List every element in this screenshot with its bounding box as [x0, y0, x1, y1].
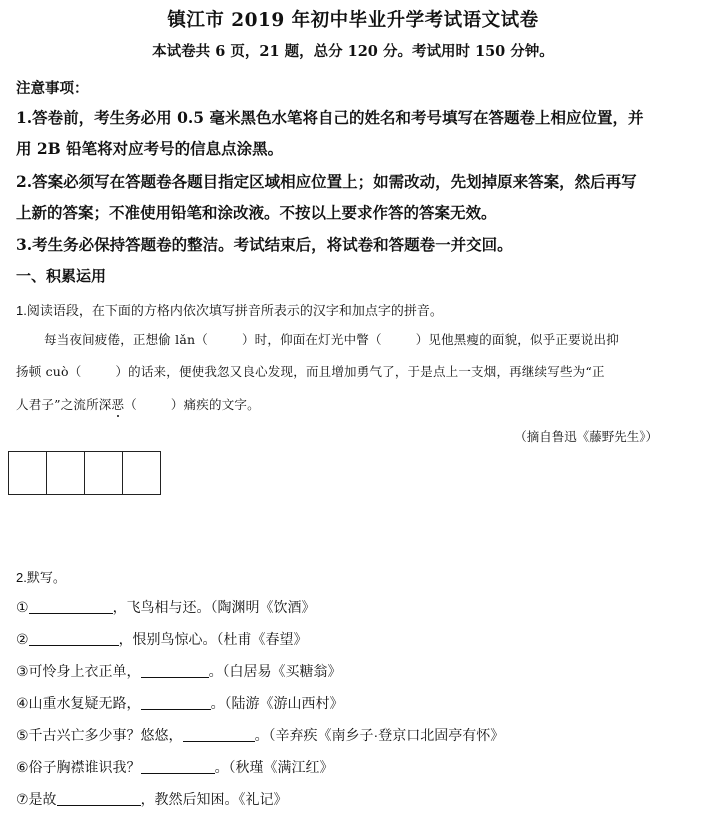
dictation-line-6 — [16, 757, 334, 777]
line-text: ⑤千古兴亡多少事？悠悠， — [16, 727, 183, 743]
passage-text: 人君子”之流所深 — [16, 397, 112, 412]
fill-blank[interactable] — [29, 598, 113, 614]
dictation-line-5 — [16, 725, 504, 745]
answer-cell[interactable] — [85, 452, 123, 494]
notice-item-1-line-1: 1.答卷前，考生务必用 0.5 毫米黑色水笔将自己的姓名和考号填写在答题卷上相应位置，并 — [16, 108, 644, 127]
dictation-line-1 — [16, 597, 316, 617]
dictation-line-3 — [16, 661, 342, 681]
exam-title: 镇江市 2019 年初中毕业升学考试语文试卷 — [167, 10, 539, 31]
line-text: 。（秋瑾《满江红》 — [214, 759, 334, 775]
passage-line-3 — [16, 395, 672, 413]
passage-text: 扬顿 cuò（ — [16, 364, 82, 379]
answer-cell[interactable] — [9, 452, 47, 494]
line-text: ④山重水复疑无路， — [16, 695, 141, 711]
notice-item-2-line-2: 上新的答案；不准使用铅笔和涂改液。不按以上要求作答的答案无效。 — [16, 203, 497, 222]
dotted-character: 恶 — [111, 397, 125, 412]
section-heading: 一、积累运用 — [16, 267, 107, 285]
line-text: ，教然后知困。《礼记》 — [140, 791, 288, 807]
line-text: 。（辛弃疾《南乡子·登京口北固亭有怀》 — [254, 727, 505, 743]
line-text: 。（陆游《游山西村》 — [210, 695, 344, 711]
passage-text: ）的话来，便使我忽又良心发现，而且增加勇气了，于是点上一支烟，再继续写些为“正 — [115, 364, 605, 379]
fill-blank[interactable] — [57, 790, 141, 806]
question-1-stem: 1.阅读语段，在下面的方格内依次填写拼音所表示的汉字和加点字的拼音。 — [16, 303, 443, 318]
dictation-line-2 — [16, 629, 308, 649]
line-text: ，飞鸟相与还。（陶渊明《饮酒》 — [112, 599, 316, 615]
notice-item-1-line-2: 用 2B 铅笔将对应考号的信息点涂黑。 — [16, 139, 284, 158]
line-text: ，恨别鸟惊心。（杜甫《春望》 — [118, 631, 308, 647]
fill-blank[interactable] — [141, 758, 215, 774]
line-text: 。（白居易《买糖翁》 — [208, 663, 342, 679]
answer-cell[interactable] — [123, 452, 160, 494]
passage-text: （ — [124, 397, 137, 412]
line-number: ① — [16, 599, 29, 615]
dictation-line-7 — [16, 789, 288, 809]
line-text: ⑥俗子胸襟谁识我？ — [16, 759, 141, 775]
answer-cell[interactable] — [47, 452, 85, 494]
exam-subtitle: 本试卷共 6 页，21 题，总分 120 分。考试用时 150 分钟。 — [152, 43, 554, 60]
line-text: ③可怜身上衣正单， — [16, 663, 141, 679]
passage-text: ）见他黑瘦的面貌，似乎正要说出抑 — [415, 332, 619, 347]
notice-item-3: 3.考生务必保持答题卷的整洁。考试结束后，将试卷和答题卷一并交回。 — [16, 235, 513, 254]
notice-heading: 注意事项： — [16, 80, 89, 97]
line-number: ② — [16, 631, 29, 647]
dictation-line-4 — [16, 693, 344, 713]
passage-line-2 — [16, 362, 672, 380]
answer-grid[interactable] — [8, 451, 161, 495]
passage-text: ）时，仰面在灯光中瞥（ — [241, 332, 382, 347]
passage-text: 每当夜间疲倦，正想偷 lǎn（ — [44, 332, 208, 347]
fill-blank[interactable] — [141, 662, 209, 678]
passage-line-1 — [16, 330, 672, 348]
notice-item-2-line-1: 2.答案必须写在答题卷各题目指定区域相应位置上；如需改动，先划掉原来答案，然后再写 — [16, 172, 637, 191]
fill-blank[interactable] — [29, 630, 119, 646]
fill-blank[interactable] — [183, 726, 255, 742]
line-text: ⑦是故 — [16, 791, 57, 807]
passage-text: ）痛疾的文字。 — [170, 397, 260, 412]
question-2-stem: 2.默写。 — [16, 570, 66, 585]
fill-blank[interactable] — [141, 694, 211, 710]
passage-source: （摘自鲁迅《藤野先生》） — [514, 429, 658, 444]
